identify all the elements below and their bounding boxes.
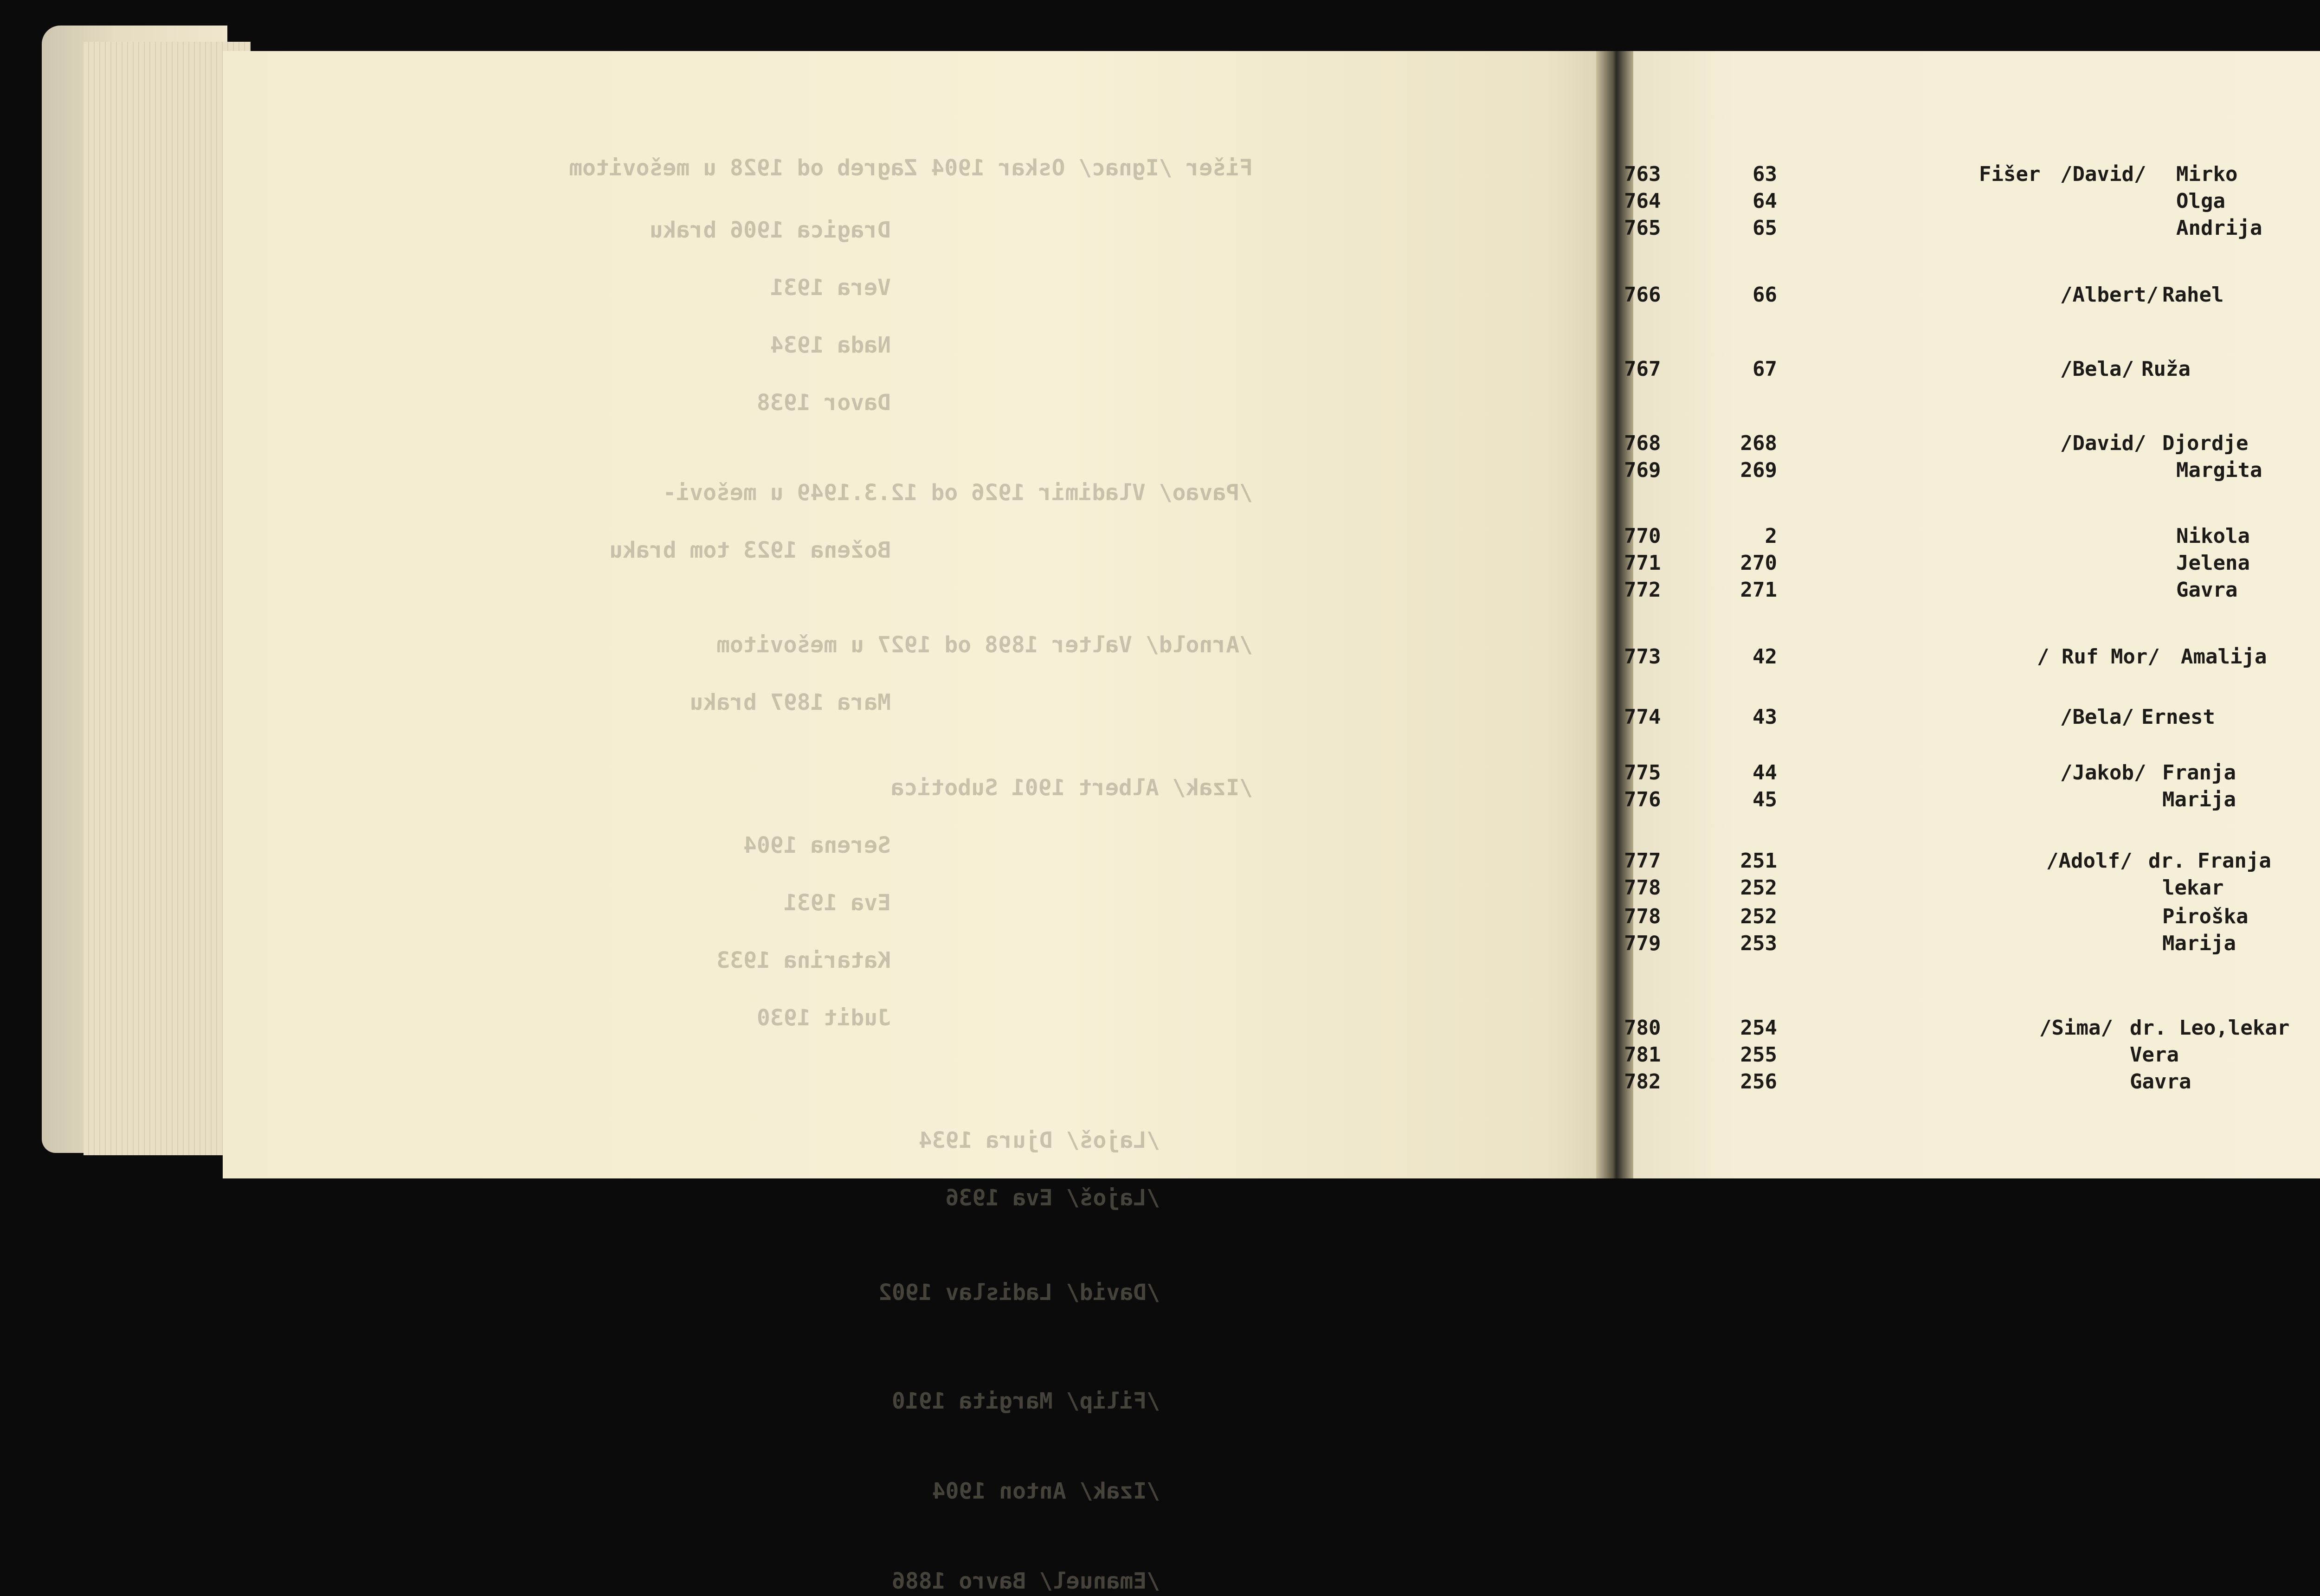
ledger-row [1615, 645, 2320, 671]
record-number: 770 [1624, 524, 1661, 548]
record-number: 778 [1624, 905, 1661, 928]
record-number: 766 [1624, 283, 1661, 307]
ledger-row [1615, 551, 2320, 577]
sub-number: 45 [1753, 788, 1777, 811]
sub-number: 253 [1740, 932, 1777, 955]
record-number: 779 [1624, 932, 1661, 955]
parent-name: / Ruf Mor/ [2037, 645, 2160, 669]
bleed-line: Dragica 1906 braku [649, 217, 891, 243]
sub-number: 64 [1753, 189, 1777, 213]
first-name: Ernest [2141, 705, 2215, 729]
bleed-line: /Arnold/ Valter 1898 od 1927 u mešovitom [716, 632, 1253, 658]
sub-number: 65 [1753, 216, 1777, 240]
bleed-line: Katarina 1933 [716, 947, 891, 973]
ledger-row [1615, 876, 2320, 902]
first-name: Rahel [2162, 283, 2224, 307]
sub-number: 42 [1753, 645, 1777, 669]
first-name: Vera [2130, 1043, 2179, 1067]
record-number: 777 [1624, 849, 1661, 873]
sub-number: 256 [1740, 1070, 1777, 1094]
first-name: Gavra [2130, 1070, 2191, 1094]
sub-number: 268 [1740, 431, 1777, 455]
first-name: Amalija [2181, 645, 2267, 669]
record-number: 773 [1624, 645, 1661, 669]
ledger-row [1615, 216, 2320, 242]
sub-number: 254 [1740, 1016, 1777, 1040]
first-name: dr. Leo,lekar [2130, 1016, 2290, 1040]
parent-name: /David/ [2060, 431, 2146, 455]
bleed-line: /Pavao/ Vladimir 1926 od 12.3.1949 u mešovi- [663, 480, 1253, 506]
ledger-row [1615, 788, 2320, 814]
ledger-row [1615, 578, 2320, 604]
sub-number: 44 [1753, 761, 1777, 785]
first-name: Margita [2176, 458, 2262, 482]
parent-name: /Sima/ [2039, 1016, 2113, 1040]
bleed-line: Mara 1897 braku [690, 689, 891, 715]
bleed-line: Eva 1931 [783, 890, 891, 916]
first-name: Franja [2162, 761, 2236, 785]
ledger-row [1615, 932, 2320, 958]
first-name: dr. Franja [2148, 849, 2271, 873]
bleed-line: /Izak/ Albert 1901 Subotica [890, 775, 1253, 801]
record-number: 782 [1624, 1070, 1661, 1094]
first-name: Marija [2162, 932, 2236, 955]
first-name: Nikola [2176, 524, 2250, 548]
first-name: Jelena [2176, 551, 2250, 575]
ledger-row [1615, 905, 2320, 931]
parent-name: /Albert/ [2060, 283, 2159, 307]
ledger-table [1615, 162, 2320, 1137]
bleed-line: /Filip/ Margita 1910 [892, 1388, 1160, 1414]
parent-name: /Bela/ [2060, 705, 2134, 729]
first-name: lekar [2162, 876, 2224, 900]
sub-number: 271 [1740, 578, 1777, 602]
ledger-row [1615, 1016, 2320, 1042]
record-number: 767 [1624, 357, 1661, 381]
bleed-line: Serena 1904 [743, 832, 891, 858]
record-number: 781 [1624, 1043, 1661, 1067]
record-number: 776 [1624, 788, 1661, 811]
bleed-line: Fišer /Ignac/ Oskar 1904 Zagreb od 1928 u mešovitom [569, 155, 1253, 181]
bleed-line: /Lajoš/ Djura 1934 [918, 1127, 1160, 1153]
first-name: Olga [2176, 189, 2225, 213]
record-number: 774 [1624, 705, 1661, 729]
ledger-row [1615, 162, 2320, 188]
sub-number: 43 [1753, 705, 1777, 729]
bleed-through-text [278, 153, 1578, 1594]
ledger-row [1615, 283, 2320, 309]
sub-number: 252 [1740, 876, 1777, 900]
first-name: Ruža [2141, 357, 2191, 381]
record-number: 778 [1624, 876, 1661, 900]
sub-number: 270 [1740, 551, 1777, 575]
bleed-line: Davor 1938 [757, 390, 891, 416]
sub-number: 269 [1740, 458, 1777, 482]
bleed-line: Judit 1930 [757, 1005, 891, 1031]
parent-name: /Bela/ [2060, 357, 2134, 381]
ledger-row [1615, 705, 2320, 731]
record-number: 768 [1624, 431, 1661, 455]
record-number: 775 [1624, 761, 1661, 785]
ledger-row [1615, 1070, 2320, 1096]
first-name: Mirko [2176, 162, 2238, 186]
bleed-line: Vera 1931 [770, 275, 891, 301]
sub-number: 66 [1753, 283, 1777, 307]
record-number: 764 [1624, 189, 1661, 213]
first-name: Andrija [2176, 216, 2262, 240]
sub-number: 2 [1765, 524, 1777, 548]
bleed-line: /Izak/ Anton 1904 [932, 1478, 1160, 1504]
sub-number: 67 [1753, 357, 1777, 381]
record-number: 769 [1624, 458, 1661, 482]
parent-name: /Jakob/ [2060, 761, 2146, 785]
first-name: Gavra [2176, 578, 2238, 602]
ledger-row [1615, 458, 2320, 484]
record-number: 763 [1624, 162, 1661, 186]
parent-name: /Adolf/ [2046, 849, 2133, 873]
record-number: 772 [1624, 578, 1661, 602]
family-name: Fišer [1979, 162, 2041, 186]
first-name: Marija [2162, 788, 2236, 811]
first-name: Piroška [2162, 905, 2249, 928]
bleed-line: Nada 1934 [770, 332, 891, 358]
parent-name: /David/ [2060, 162, 2146, 186]
sub-number: 63 [1753, 162, 1777, 186]
bleed-line: Božena 1923 tom braku [609, 537, 891, 563]
record-number: 771 [1624, 551, 1661, 575]
ledger-row [1615, 189, 2320, 215]
record-number: 765 [1624, 216, 1661, 240]
sub-number: 252 [1740, 905, 1777, 928]
ledger-row [1615, 524, 2320, 550]
ledger-row [1615, 1043, 2320, 1069]
bleed-line: /Emanuel/ Bavro 1886 [892, 1568, 1160, 1594]
ledger-row [1615, 431, 2320, 457]
ledger-row [1615, 357, 2320, 383]
bleed-line: /Lajoš/ Eva 1936 [945, 1185, 1160, 1211]
ledger-row [1615, 849, 2320, 875]
record-number: 780 [1624, 1016, 1661, 1040]
ledger-row [1615, 761, 2320, 787]
first-name: Djordje [2162, 431, 2249, 455]
bleed-line: /David/ Ladislav 1902 [878, 1280, 1160, 1306]
sub-number: 251 [1740, 849, 1777, 873]
sub-number: 255 [1740, 1043, 1777, 1067]
